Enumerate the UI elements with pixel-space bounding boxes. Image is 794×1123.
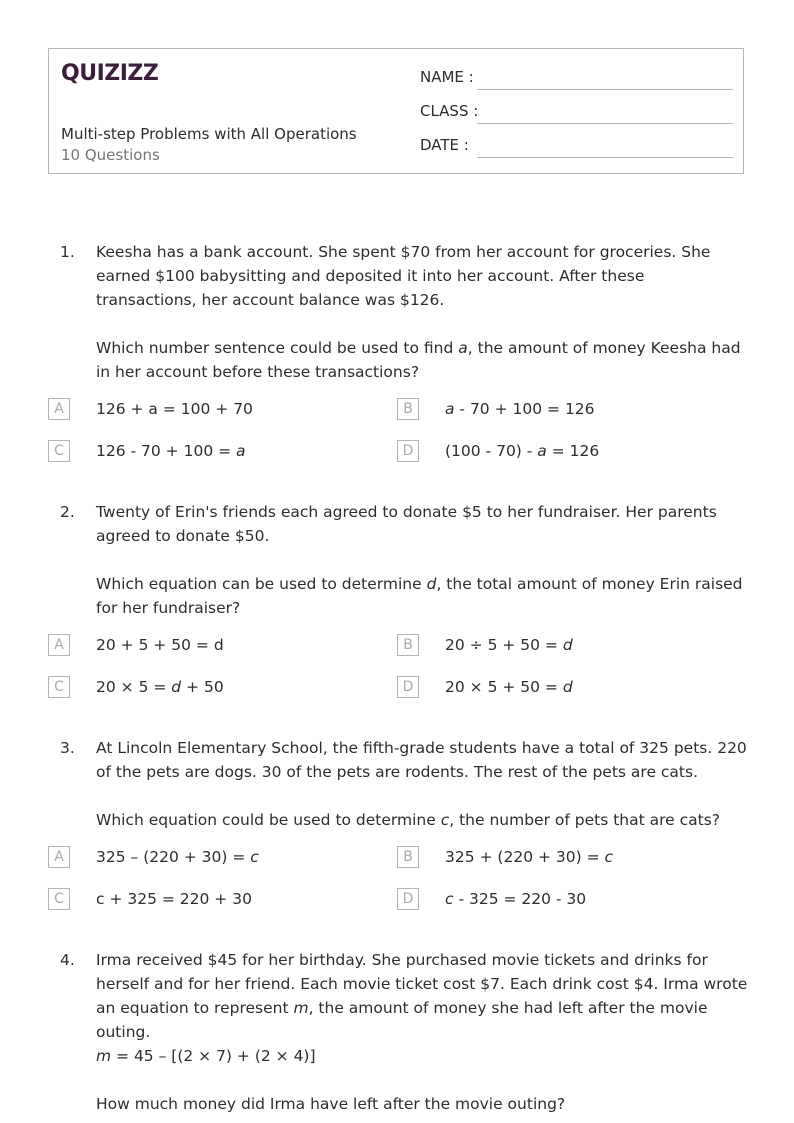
date-line [477, 157, 733, 158]
option-letter-box: B [397, 846, 419, 868]
option-letter-box: D [397, 440, 419, 462]
option-text: 20 × 5 + 50 = d [445, 678, 573, 696]
quizizz-logo [61, 61, 158, 86]
option-text: 325 + (220 + 30) = c [445, 848, 614, 866]
option-text: (100 - 70) - a = 126 [445, 442, 600, 460]
option-text: 20 × 5 = d + 50 [96, 678, 224, 696]
option-letter-box: C [48, 676, 70, 698]
option-letter-box: C [48, 440, 70, 462]
option-text: 126 + a = 100 + 70 [96, 400, 253, 418]
option-text: a - 70 + 100 = 126 [445, 400, 595, 418]
option-letter-box: B [397, 398, 419, 420]
option-letter-box: B [397, 634, 419, 656]
option-letter-box: D [397, 888, 419, 910]
question-text: m = 45 – [(2 × 7) + (2 × 4)] [96, 1047, 316, 1065]
name-label: NAME : [420, 68, 474, 86]
question-number: 3. [60, 739, 75, 757]
option-letter-box: A [48, 634, 70, 656]
option-letter-box: D [397, 676, 419, 698]
question-count: 10 Questions [61, 146, 160, 164]
question-number: 4. [60, 951, 75, 969]
option-letter-box: A [48, 846, 70, 868]
option-text: 20 + 5 + 50 = d [96, 636, 224, 654]
question-text: Keesha has a bank account. She spent $70 from her account for groceries. She earned $100 babysitting and deposited it into her account. After these transactions, her account balance was $126. [96, 243, 711, 309]
date-field[interactable] [420, 136, 469, 154]
logo-text: QUIZIZZ [61, 61, 159, 86]
question-text: Which equation can be used to determine d, the total amount of money Erin raised for her fundraiser? [96, 575, 743, 617]
question-text: Irma received $45 for her birthday. She purchased movie tickets and drinks for herself and for her friend. Each movie ticket cost $7. Each drink cost $4. Irma wrote an equation to represent m, the amount of money she had left after the movie outing. [96, 951, 748, 1041]
question-text: Which equation could be used to determine c, the number of pets that are cats? [96, 811, 721, 829]
option-letter-box: A [48, 398, 70, 420]
question-text: Which number sentence could be used to find a, the amount of money Keesha had in her account before these transactions? [96, 339, 741, 381]
question-text: Twenty of Erin's friends each agreed to donate $5 to her fundraiser. Her parents agreed to donate $50. [96, 503, 717, 545]
option-text: 325 – (220 + 30) = c [96, 848, 259, 866]
class-field[interactable] [420, 102, 478, 120]
question-number: 1. [60, 243, 75, 261]
option-text: c + 325 = 220 + 30 [96, 890, 252, 908]
option-text: 20 ÷ 5 + 50 = d [445, 636, 573, 654]
worksheet-header [48, 48, 744, 174]
option-text: c - 325 = 220 - 30 [445, 890, 587, 908]
class-label: CLASS : [420, 102, 479, 120]
worksheet-title: Multi-step Problems with All Operations [61, 125, 357, 143]
option-letter-box: C [48, 888, 70, 910]
question-text: How much money did Irma have left after the movie outing? [96, 1095, 566, 1113]
name-field[interactable] [420, 68, 474, 86]
class-line [477, 123, 733, 124]
question-number: 2. [60, 503, 75, 521]
option-text: 126 - 70 + 100 = a [96, 442, 246, 460]
name-line [477, 89, 733, 90]
date-label: DATE : [420, 136, 469, 154]
question-text: At Lincoln Elementary School, the fifth-grade students have a total of 325 pets. 220 of the pets are dogs. 30 of the pets are rodents. The rest of the pets are cats. [96, 739, 747, 781]
